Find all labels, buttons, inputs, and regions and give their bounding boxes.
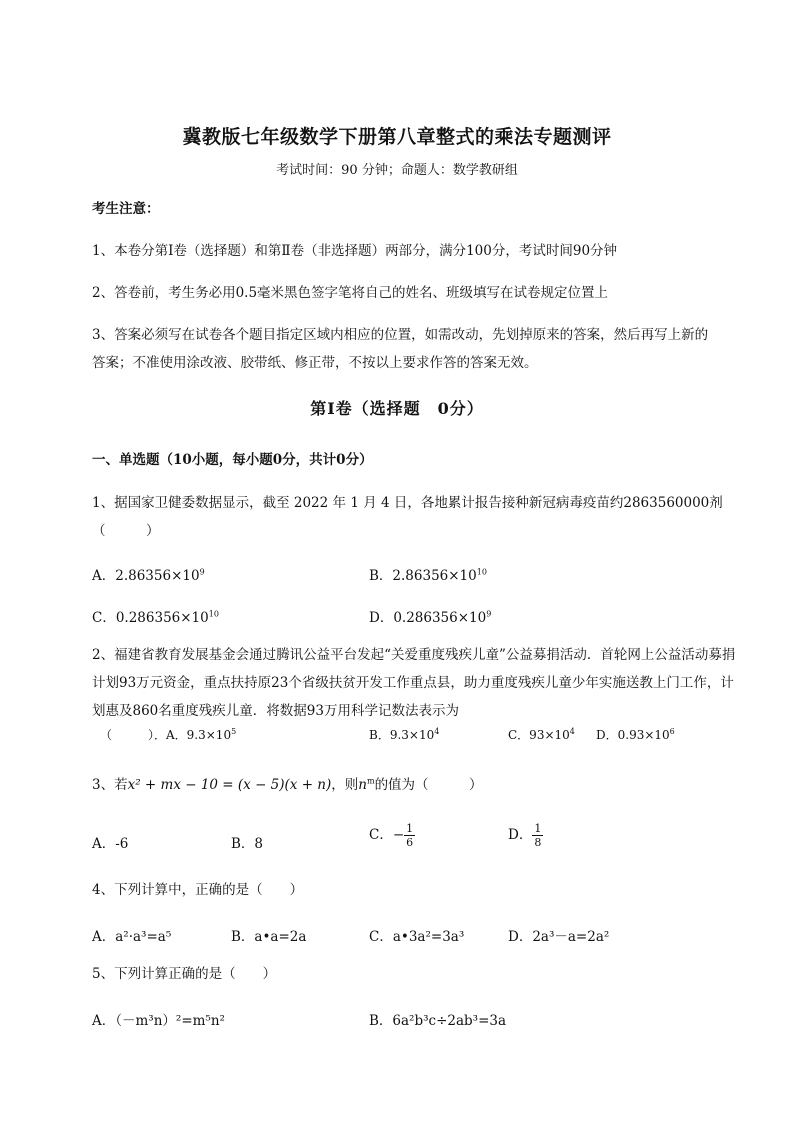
power-exponent: m (366, 776, 375, 786)
exam-subtitle: 考试时间：90 分钟；命题人：数学教研组 (276, 163, 518, 178)
question-3-option-a[interactable]: A．-6 (92, 836, 129, 852)
exponent: 9 (486, 609, 492, 619)
exponent: 10 (208, 609, 219, 619)
denominator: 8 (534, 836, 542, 849)
question-5-option-b[interactable]: B．6a²b³c÷2ab³=3a (369, 1013, 507, 1029)
option-label: A．2.86356×10 (92, 568, 200, 584)
question-4-option-d[interactable]: D．2a³－a=2a² (508, 929, 610, 945)
option-label: D． (508, 827, 533, 843)
option-label: D．0.286356×10 (369, 610, 487, 626)
option-label: C．0.286356×10 (92, 610, 209, 626)
numerator: 1 (406, 822, 414, 835)
stem-suffix: ，则 (331, 777, 359, 793)
question-5-option-a[interactable]: A．（－m³n）²=m⁵n² (92, 1013, 225, 1029)
question-5-stem: 5、下列计算正确的是（ ） (92, 966, 277, 982)
notice-item-2: 2、答卷前，考生务必用0.5毫米黑色签字笔将自己的姓名、班级填写在试卷规定位置上 (92, 285, 609, 301)
question-3-option-c[interactable] (369, 822, 415, 849)
notice-item-3: 3、答案必须写在试卷各个题目指定区域内相应的位置，如需改动，先划掉原来的答案，然后再写上新的答案；不准使用涂改液、胶带纸、修正带，不按以上要求作答的答案无效。 (92, 327, 709, 371)
exponent: 4 (569, 727, 575, 736)
option-label: B．9.3×10 (369, 728, 435, 742)
stem-end: 的值为（ ） (374, 777, 483, 793)
exponent: 10 (476, 567, 487, 577)
question-4-option-c[interactable]: C．a•3a²=3a³ (369, 929, 465, 945)
stem-prefix: 3、若 (92, 777, 128, 793)
exam-title: 冀教版七年级数学下册第八章整式的乘法专题测评 (182, 126, 612, 148)
fraction (532, 822, 543, 849)
question-3-option-b[interactable]: B．8 (231, 836, 264, 852)
notice-heading: 考生注意： (92, 201, 160, 217)
question-4-option-b[interactable]: B．a•a=2a (231, 929, 307, 945)
option-label: B．2.86356×10 (369, 568, 477, 584)
question-2-option-a[interactable] (100, 726, 236, 743)
question-1-option-c[interactable] (92, 606, 219, 626)
fraction (404, 822, 415, 849)
question-2-option-d[interactable] (596, 726, 675, 743)
exponent: 4 (434, 727, 440, 736)
question-1-stem: 1、据国家卫健委数据显示，截至 2022 年 1 月 4 日，各地累计报告接种新冠病毒疫苗约2863560000剂（ ） (92, 495, 723, 539)
question-1-option-d[interactable] (369, 606, 491, 626)
power-base: n (358, 777, 367, 793)
question-2-option-b[interactable] (369, 726, 439, 743)
exponent: 9 (199, 567, 205, 577)
question-3-stem (92, 773, 483, 793)
exponent: 5 (231, 727, 237, 736)
question-1-option-b[interactable] (369, 564, 487, 584)
question-4-stem: 4、下列计算中，正确的是（ ） (92, 882, 304, 898)
option-label: D．0.93×10 (596, 728, 670, 742)
question-1-option-a[interactable] (92, 564, 205, 584)
part-title: 一、单选题（10小题，每小题0分，共计0分） (92, 452, 373, 468)
question-3-option-d[interactable] (508, 822, 543, 849)
notice-item-1: 1、本卷分第Ⅰ卷（选择题）和第Ⅱ卷（非选择题）两部分，满分100分，考试时间90分钟 (92, 243, 618, 259)
exponent: 6 (669, 727, 675, 736)
question-2-option-c[interactable] (508, 726, 575, 743)
denominator: 6 (406, 836, 414, 849)
option-label: C．− (369, 827, 405, 843)
equation: x² + mx − 10 = (x − 5)(x + n) (127, 777, 332, 793)
option-label: （ ）．A．9.3×10 (100, 728, 232, 742)
question-2-stem: 2、福建省教育发展基金会通过腾讯公益平台发起“关爱重度残疾儿童”公益募捐活动．首轮网上公益活动募捐计划93万元资金，重点扶持原23个省级扶贫开发工作重点县，助力重度残疾儿童少年实施送教上门工作，计划惠及860名重度残疾儿童．将数据93万用科学记数法表示为 (92, 647, 736, 719)
question-4-option-a[interactable]: A．a²·a³=a⁵ (92, 929, 172, 945)
numerator: 1 (534, 822, 542, 835)
option-label: C．93×10 (508, 728, 570, 742)
section-title: 第Ⅰ卷（选择题 0分） (310, 399, 484, 418)
